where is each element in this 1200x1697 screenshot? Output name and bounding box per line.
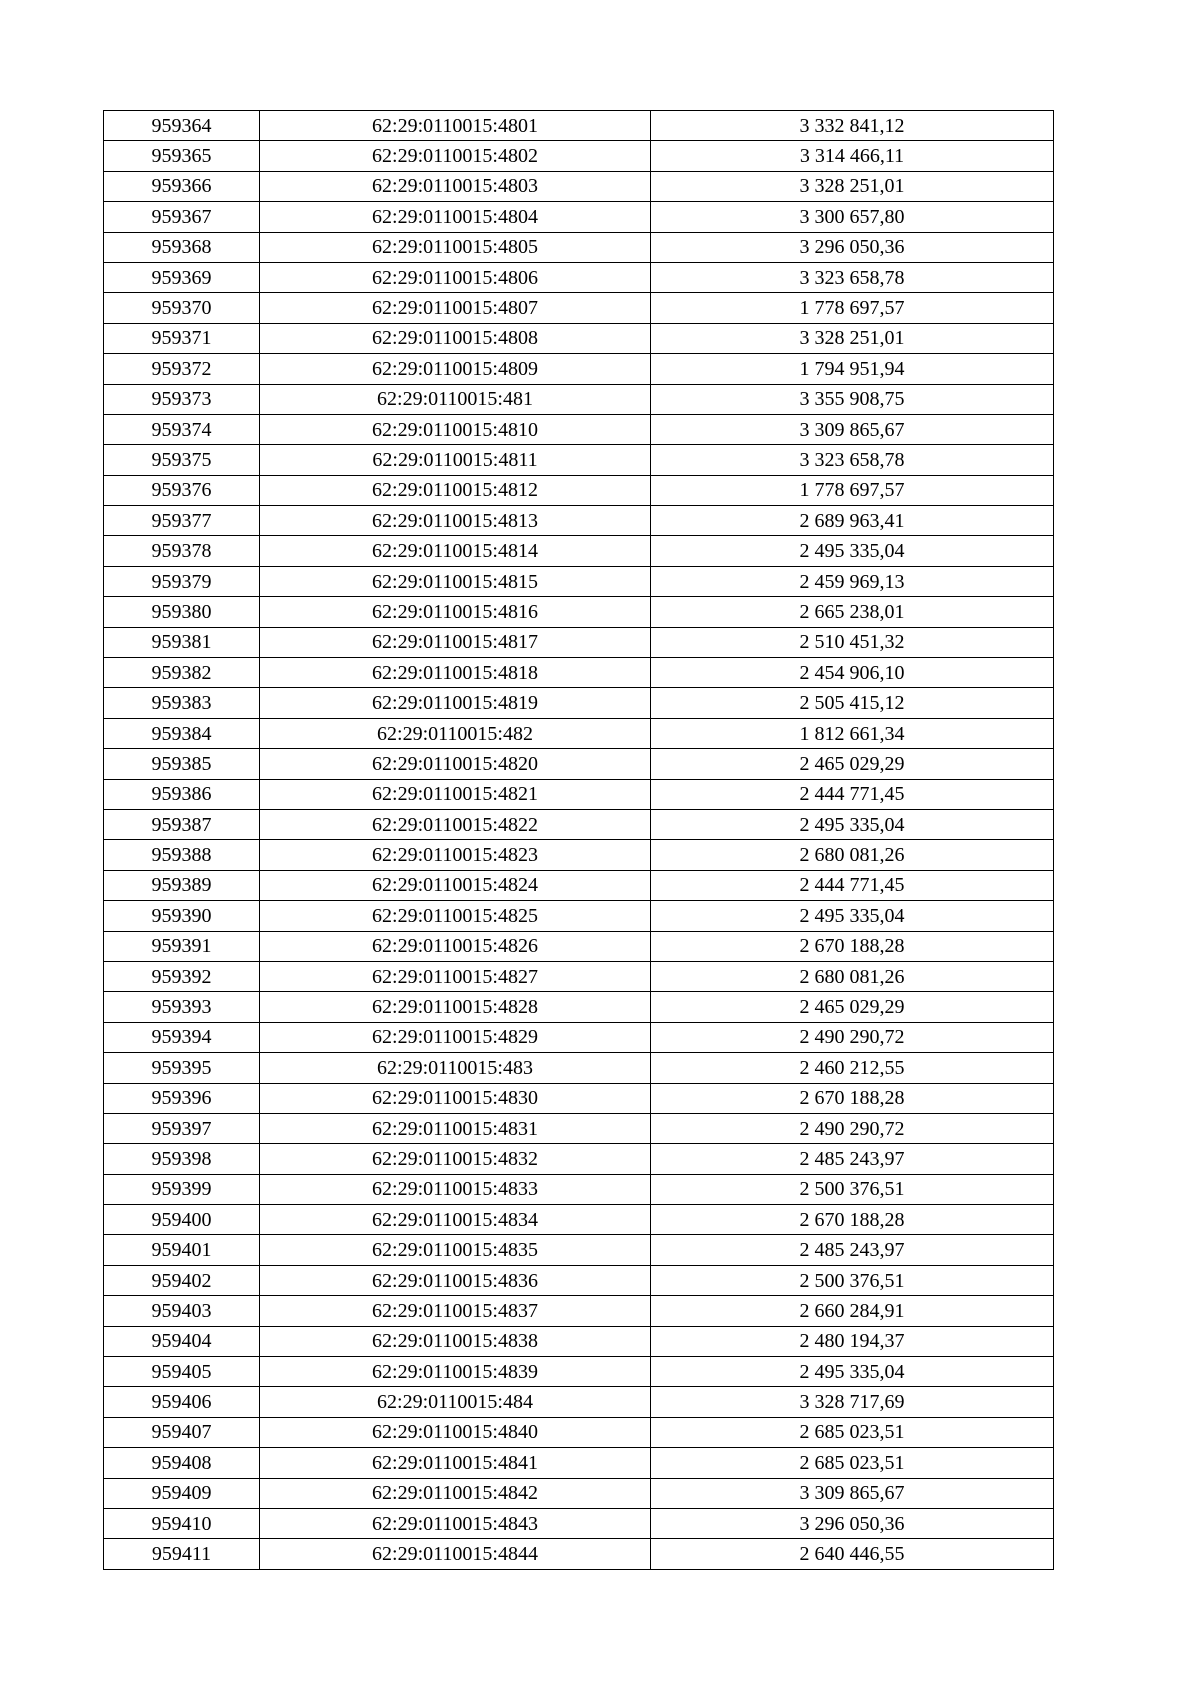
cadastral-value-cell: 2 495 335,04 [651,536,1054,566]
cadastral-number-cell: 62:29:0110015:4841 [260,1448,651,1478]
cadastral-number-cell: 62:29:0110015:4807 [260,293,651,323]
table-row [104,1296,1054,1326]
cadastral-value-cell: 3 309 865,67 [651,1478,1054,1508]
cadastral-value-cell: 3 300 657,80 [651,202,1054,232]
cadastral-number-cell: 62:29:0110015:4837 [260,1296,651,1326]
cadastral-value-cell: 3 355 908,75 [651,384,1054,414]
cadastral-value-cell: 3 328 717,69 [651,1387,1054,1417]
cadastral-number-cell: 62:29:0110015:4831 [260,1113,651,1143]
row-number-cell: 959368 [104,232,260,262]
table-body [104,111,1054,1570]
cadastral-value-cell: 3 323 658,78 [651,445,1054,475]
cadastral-number-cell: 62:29:0110015:4828 [260,992,651,1022]
row-number-cell: 959411 [104,1539,260,1569]
cadastral-number-cell: 62:29:0110015:4819 [260,688,651,718]
row-number-cell: 959394 [104,1022,260,1052]
table-row [104,293,1054,323]
table-row [104,1235,1054,1265]
table-row [104,1387,1054,1417]
row-number-cell: 959386 [104,779,260,809]
cadastral-value-cell: 3 314 466,11 [651,141,1054,171]
row-number-cell: 959364 [104,111,260,141]
table-row [104,1448,1054,1478]
cadastral-value-cell: 3 309 865,67 [651,414,1054,444]
table-row [104,1113,1054,1143]
row-number-cell: 959397 [104,1113,260,1143]
cadastral-value-cell: 2 444 771,45 [651,870,1054,900]
row-number-cell: 959390 [104,901,260,931]
cadastral-number-cell: 62:29:0110015:4823 [260,840,651,870]
row-number-cell: 959377 [104,506,260,536]
row-number-cell: 959379 [104,566,260,596]
cadastral-number-cell: 62:29:0110015:483 [260,1053,651,1083]
row-number-cell: 959367 [104,202,260,232]
row-number-cell: 959382 [104,658,260,688]
row-number-cell: 959398 [104,1144,260,1174]
cadastral-value-cell: 2 665 238,01 [651,597,1054,627]
table-row [104,111,1054,141]
row-number-cell: 959402 [104,1265,260,1295]
row-number-cell: 959406 [104,1387,260,1417]
cadastral-value-cell: 2 505 415,12 [651,688,1054,718]
cadastral-value-cell: 2 444 771,45 [651,779,1054,809]
row-number-cell: 959393 [104,992,260,1022]
row-number-cell: 959378 [104,536,260,566]
table-row [104,1174,1054,1204]
cadastral-number-cell: 62:29:0110015:4840 [260,1417,651,1447]
cadastral-number-cell: 62:29:0110015:4813 [260,506,651,536]
row-number-cell: 959384 [104,718,260,748]
cadastral-number-cell: 62:29:0110015:4822 [260,809,651,839]
cadastral-number-cell: 62:29:0110015:4838 [260,1326,651,1356]
table-row [104,566,1054,596]
row-number-cell: 959388 [104,840,260,870]
cadastral-number-cell: 62:29:0110015:4844 [260,1539,651,1569]
table-row [104,779,1054,809]
table-row [104,1022,1054,1052]
table-row [104,840,1054,870]
cadastral-number-cell: 62:29:0110015:4804 [260,202,651,232]
cadastral-number-cell: 62:29:0110015:4820 [260,749,651,779]
cadastral-number-cell: 62:29:0110015:4805 [260,232,651,262]
table-row [104,202,1054,232]
table-row [104,1539,1054,1569]
cadastral-value-cell: 2 689 963,41 [651,506,1054,536]
table-row [104,1357,1054,1387]
row-number-cell: 959396 [104,1083,260,1113]
cadastral-value-cell: 2 660 284,91 [651,1296,1054,1326]
cadastral-number-cell: 62:29:0110015:4824 [260,870,651,900]
table-row [104,870,1054,900]
cadastral-number-cell: 62:29:0110015:4830 [260,1083,651,1113]
cadastral-number-cell: 62:29:0110015:4812 [260,475,651,505]
row-number-cell: 959409 [104,1478,260,1508]
table-row [104,384,1054,414]
table-row [104,658,1054,688]
cadastral-number-cell: 62:29:0110015:4810 [260,414,651,444]
cadastral-value-cell: 2 465 029,29 [651,749,1054,779]
row-number-cell: 959372 [104,354,260,384]
table-row [104,141,1054,171]
cadastral-number-cell: 62:29:0110015:4802 [260,141,651,171]
row-number-cell: 959400 [104,1205,260,1235]
cadastral-value-cell: 1 778 697,57 [651,475,1054,505]
cadastral-number-cell: 62:29:0110015:4839 [260,1357,651,1387]
cadastral-value-cell: 3 323 658,78 [651,262,1054,292]
cadastral-number-cell: 62:29:0110015:4829 [260,1022,651,1052]
row-number-cell: 959391 [104,931,260,961]
row-number-cell: 959366 [104,171,260,201]
row-number-cell: 959374 [104,414,260,444]
table-row [104,1265,1054,1295]
cadastral-number-cell: 62:29:0110015:4833 [260,1174,651,1204]
cadastral-value-cell: 3 328 251,01 [651,171,1054,201]
cadastral-number-cell: 62:29:0110015:4836 [260,1265,651,1295]
table-row [104,931,1054,961]
row-number-cell: 959375 [104,445,260,475]
cadastral-value-cell: 2 480 194,37 [651,1326,1054,1356]
table-row [104,718,1054,748]
cadastral-value-cell: 2 465 029,29 [651,992,1054,1022]
cadastral-value-cell: 2 500 376,51 [651,1265,1054,1295]
row-number-cell: 959405 [104,1357,260,1387]
cadastral-value-cell: 2 500 376,51 [651,1174,1054,1204]
row-number-cell: 959365 [104,141,260,171]
cadastral-value-cell: 2 459 969,13 [651,566,1054,596]
table-row [104,1326,1054,1356]
cadastral-value-cell: 2 680 081,26 [651,840,1054,870]
table-row [104,1144,1054,1174]
row-number-cell: 959404 [104,1326,260,1356]
row-number-cell: 959403 [104,1296,260,1326]
cadastral-value-cell: 2 670 188,28 [651,1083,1054,1113]
table-row [104,597,1054,627]
row-number-cell: 959373 [104,384,260,414]
cadastral-number-cell: 62:29:0110015:4826 [260,931,651,961]
table-row [104,171,1054,201]
row-number-cell: 959407 [104,1417,260,1447]
cadastral-number-cell: 62:29:0110015:4808 [260,323,651,353]
cadastral-value-cell: 3 296 050,36 [651,232,1054,262]
cadastral-value-cell: 2 490 290,72 [651,1113,1054,1143]
cadastral-number-cell: 62:29:0110015:4818 [260,658,651,688]
cadastral-value-cell: 2 685 023,51 [651,1448,1054,1478]
cadastral-number-cell: 62:29:0110015:4803 [260,171,651,201]
table-row [104,1478,1054,1508]
row-number-cell: 959370 [104,293,260,323]
row-number-cell: 959410 [104,1508,260,1538]
cadastral-number-cell: 62:29:0110015:4842 [260,1478,651,1508]
table-row [104,506,1054,536]
cadastral-number-cell: 62:29:0110015:4814 [260,536,651,566]
cadastral-number-cell: 62:29:0110015:4835 [260,1235,651,1265]
cadastral-value-cell: 2 454 906,10 [651,658,1054,688]
cadastral-number-cell: 62:29:0110015:4817 [260,627,651,657]
cadastral-number-cell: 62:29:0110015:4843 [260,1508,651,1538]
table-row [104,992,1054,1022]
table-row [104,445,1054,475]
table-row [104,809,1054,839]
row-number-cell: 959401 [104,1235,260,1265]
row-number-cell: 959383 [104,688,260,718]
cadastral-value-cell: 2 495 335,04 [651,809,1054,839]
cadastral-number-cell: 62:29:0110015:481 [260,384,651,414]
row-number-cell: 959385 [104,749,260,779]
cadastral-value-cell: 2 640 446,55 [651,1539,1054,1569]
table-row [104,627,1054,657]
cadastral-value-cell: 2 685 023,51 [651,1417,1054,1447]
row-number-cell: 959392 [104,961,260,991]
cadastral-number-cell: 62:29:0110015:4827 [260,961,651,991]
table-row [104,1083,1054,1113]
cadastral-value-cell: 1 778 697,57 [651,293,1054,323]
row-number-cell: 959381 [104,627,260,657]
table-row [104,1417,1054,1447]
table-row [104,1205,1054,1235]
cadastral-value-cell: 3 328 251,01 [651,323,1054,353]
table-row [104,354,1054,384]
cadastral-number-cell: 62:29:0110015:4832 [260,1144,651,1174]
table-row [104,688,1054,718]
cadastral-number-cell: 62:29:0110015:484 [260,1387,651,1417]
cadastral-value-cell: 1 794 951,94 [651,354,1054,384]
table-row [104,475,1054,505]
row-number-cell: 959380 [104,597,260,627]
cadastral-number-cell: 62:29:0110015:4801 [260,111,651,141]
cadastral-value-cell: 2 670 188,28 [651,1205,1054,1235]
row-number-cell: 959399 [104,1174,260,1204]
cadastral-value-table [103,110,1054,1570]
cadastral-number-cell: 62:29:0110015:4816 [260,597,651,627]
cadastral-number-cell: 62:29:0110015:4809 [260,354,651,384]
row-number-cell: 959395 [104,1053,260,1083]
row-number-cell: 959408 [104,1448,260,1478]
cadastral-number-cell: 62:29:0110015:4834 [260,1205,651,1235]
cadastral-value-cell: 2 485 243,97 [651,1144,1054,1174]
cadastral-value-cell: 2 510 451,32 [651,627,1054,657]
row-number-cell: 959369 [104,262,260,292]
table-row [104,323,1054,353]
table-row [104,961,1054,991]
cadastral-value-cell: 3 332 841,12 [651,111,1054,141]
cadastral-number-cell: 62:29:0110015:4825 [260,901,651,931]
table-row [104,232,1054,262]
cadastral-value-cell: 2 495 335,04 [651,1357,1054,1387]
cadastral-value-cell: 3 296 050,36 [651,1508,1054,1538]
cadastral-number-cell: 62:29:0110015:482 [260,718,651,748]
cadastral-value-cell: 2 485 243,97 [651,1235,1054,1265]
cadastral-value-cell: 2 680 081,26 [651,961,1054,991]
table-row [104,901,1054,931]
table-row [104,536,1054,566]
table-row [104,262,1054,292]
cadastral-number-cell: 62:29:0110015:4811 [260,445,651,475]
cadastral-value-cell: 2 670 188,28 [651,931,1054,961]
row-number-cell: 959389 [104,870,260,900]
cadastral-number-cell: 62:29:0110015:4815 [260,566,651,596]
table-row [104,749,1054,779]
cadastral-number-cell: 62:29:0110015:4821 [260,779,651,809]
cadastral-value-cell: 2 495 335,04 [651,901,1054,931]
row-number-cell: 959371 [104,323,260,353]
table-row [104,1053,1054,1083]
cadastral-value-cell: 1 812 661,34 [651,718,1054,748]
row-number-cell: 959376 [104,475,260,505]
table-row [104,414,1054,444]
table-row [104,1508,1054,1538]
cadastral-value-cell: 2 490 290,72 [651,1022,1054,1052]
row-number-cell: 959387 [104,809,260,839]
cadastral-number-cell: 62:29:0110015:4806 [260,262,651,292]
cadastral-value-cell: 2 460 212,55 [651,1053,1054,1083]
